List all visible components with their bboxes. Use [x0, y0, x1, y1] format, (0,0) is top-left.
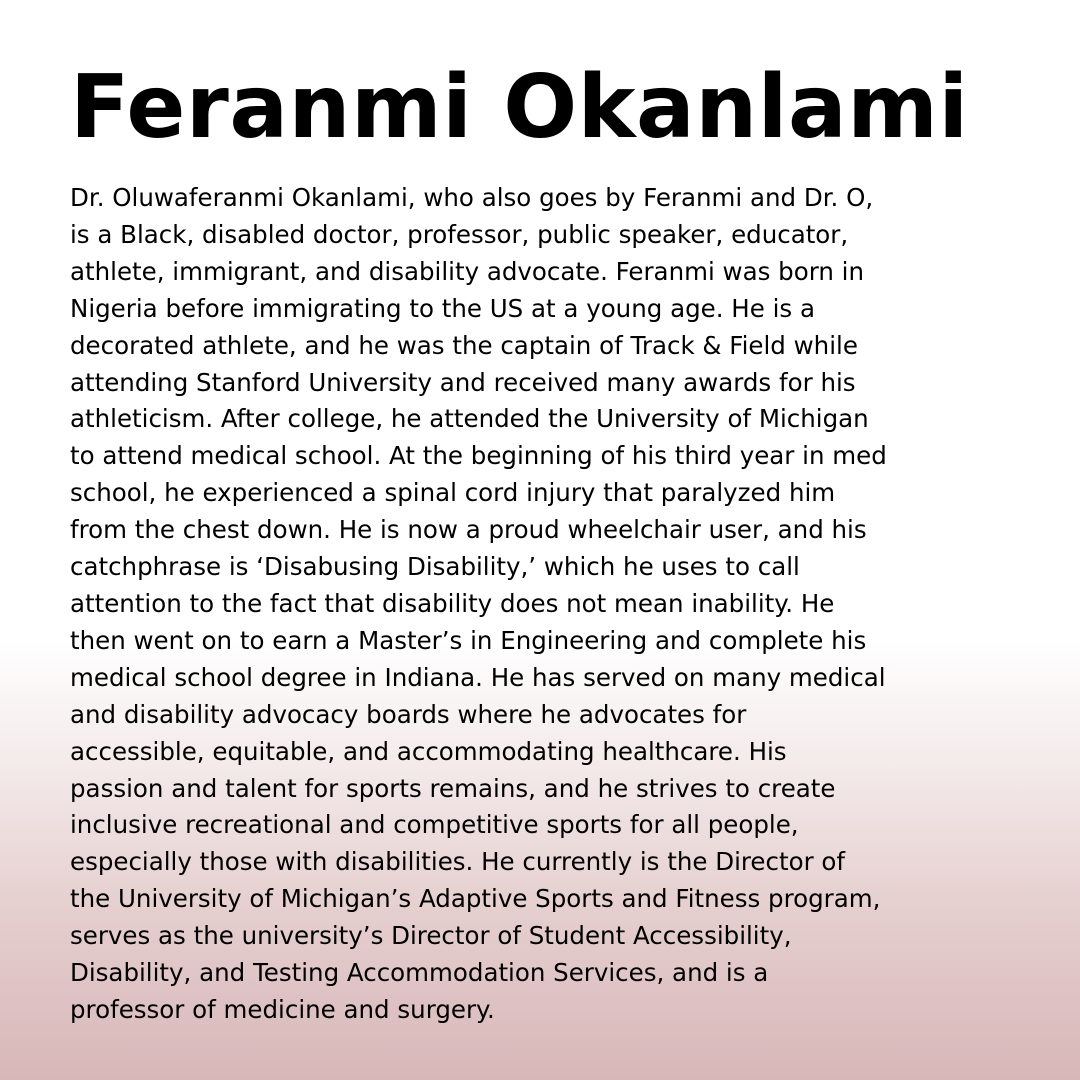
bio-line: professor of medicine and surgery. — [70, 994, 495, 1024]
bio-line: attention to the fact that disability does not mean inability. He — [70, 588, 835, 618]
bio-line: to attend medical school. At the beginning of his third year in med — [70, 441, 887, 471]
bio-line: from the chest down. He is now a proud wheelchair user, and his — [70, 515, 867, 545]
bio-line: the University of Michigan’s Adaptive Sports and Fitness program, — [70, 884, 881, 914]
bio-line: serves as the university’s Director of Student Accessibility, — [70, 921, 792, 951]
bio-line: passion and talent for sports remains, and he strives to create — [70, 773, 836, 803]
bio-line: accessible, equitable, and accommodating healthcare. His — [70, 736, 787, 766]
bio-line: catchphrase is ‘Disabusing Disability,’ which he uses to call — [70, 552, 800, 582]
bio-line: and disability advocacy boards where he advocates for — [70, 699, 747, 729]
bio-line: medical school degree in Indiana. He has served on many medical — [70, 662, 886, 692]
bio-line: school, he experienced a spinal cord injury that paralyzed him — [70, 478, 836, 508]
bio-paragraph — [70, 180, 1030, 1029]
bio-line: is a Black, disabled doctor, professor, public speaker, educator, — [70, 219, 849, 249]
bio-line: inclusive recreational and competitive sports for all people, — [70, 810, 799, 840]
bio-line: Dr. Oluwaferanmi Okanlami, who also goes by Feranmi and Dr. O, — [70, 183, 874, 212]
bio-line: decorated athlete, and he was the captain of Track & Field while — [70, 330, 858, 360]
bio-line: attending Stanford University and received many awards for his — [70, 367, 856, 397]
bio-line: athleticism. After college, he attended the University of Michigan — [70, 404, 869, 434]
bio-line: Disability, and Testing Accommodation Services, and is a — [70, 958, 769, 988]
bio-line: then went on to earn a Master’s in Engineering and complete his — [70, 625, 867, 655]
bio-line: athlete, immigrant, and disability advocate. Feranmi was born in — [70, 256, 864, 286]
page-title: Feranmi Okanlami — [70, 56, 969, 158]
bio-line: especially those with disabilities. He currently is the Director of — [70, 847, 846, 877]
bio-line: Nigeria before immigrating to the US at a young age. He is a — [70, 293, 815, 323]
